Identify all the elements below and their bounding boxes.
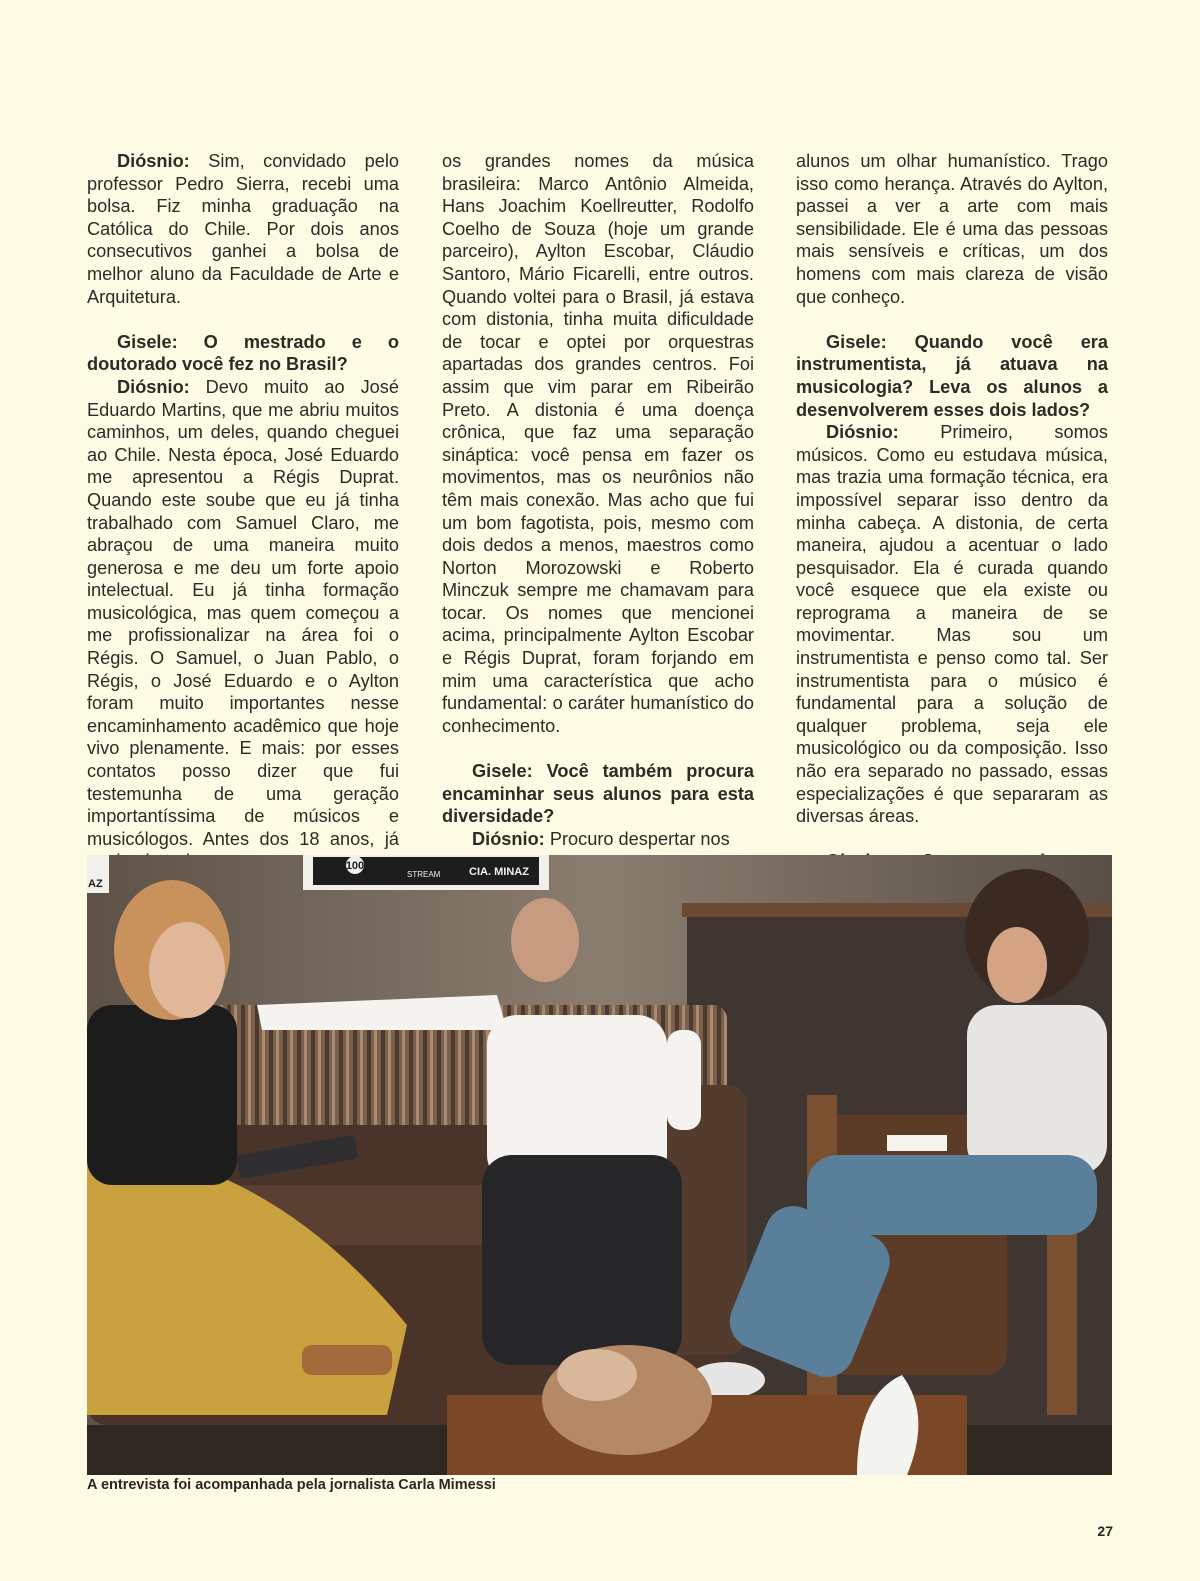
continued-paragraph: alunos um olhar humanístico. Trago isso como herança. Através do Aylton, passei a ver a arte com mais sensibilidade. Ele é uma das pessoas mais sensíveis e críticas, um dos homens com mais clareza de visão que conheço. — [796, 151, 1108, 307]
article-column-2 — [442, 150, 754, 850]
answer-paragraph: Diósnio: Devo muito ao José Eduardo Martins, que me abriu muitos caminhos, um deles, quando cheguei ao Chile. Nesta época, José Eduardo me apresentou a Régis Duprat. Quando este soube que eu já tinha trabalhado com Samuel Claro, me abraçou de uma maneira muito generosa e me deu um forte apoio intelectual. Eu já tinha formação musicológica, mas quem começou a me profissionalizar na área foi o Régis. O Samuel, o Juan Pablo, o Régis, o José Eduardo e o Aylton foram muito importantes nesse encaminhamento acadêmico que hoje vivo plenamente. E mais: por esses contatos posso dizer que fui testemunha de uma geração importantíssima de músicos e musicólogos. Antes dos 18 anos, já — [87, 376, 399, 849]
answer-paragraph: Diósnio: Primeiro, somos músicos. Como eu estudava música, mas trazia uma formação técnica, era impossível separar isso dentro da minha cabeça. A distonia, de certa maneira, ajudou a acentuar o lado pesquisador. Ela é curada quando você esquece que ela existe ou reprograma a maneira de se movimentar. Mas sou um instrumentista e penso como tal. Ser instrumentista para o músico é fundamental para a solução de qualquer problema, seja ele musicológico ou da composição. Isso não era separado no passado, essas especializações é que separaram as diversas áreas. — [796, 422, 1108, 827]
poster-badge: 100 — [345, 860, 365, 872]
poster-small: STREAM — [407, 870, 441, 879]
answer-paragraph: Diósnio: Procuro despertar nos — [472, 828, 730, 849]
continued-paragraph: os grandes nomes da música brasileira: Marco Antônio Almeida, Hans Joachim Koellreutter, Rodolfo Coelho de Souza (hoje um grande parceiro), Aylton Escobar, Cláudio Santoro, Mário Ficarelli, entre outros. Quando voltei para o Brasil, já estava com distonia, tinha muita dificuldade de tocar e optei por orquestras apartadas dos grandes centros. Foi assim que vim parar em Ribeirão Preto. A distonia é uma doença crônica, que faz uma separação sináptica: você pensa em fazer os movimentos, mas os neurônios não têm mais conexão. Mas acho que fui um bom fagotista, pois, mesmo com dois dedos a menos, maestros como Norton Morozowski e Roberto Minczuk sempre me chamavam para tocar. Os nomes que mencionei acima, principalmente Aylton Escobar e Régis Duprat, foram forjando em mim uma característica que acho fundamental: o caráter humanístico do conhecimento. — [442, 151, 754, 736]
answer-paragraph: Diósnio: Sim, convidado pelo professor Pedro Sierra, recebi uma bolsa. Fiz minha graduação na Católica do Chile. Por dois anos consecutivos ganhei a bolsa de melhor aluno da Faculdade de Arte e Arquitetura. — [87, 151, 399, 307]
photo-caption: A entrevista foi acompanhada pela jornalista Carla Mimessi — [87, 1477, 496, 1493]
page-number: 27 — [1097, 1523, 1113, 1539]
question-paragraph: Gisele: Quando você era instrumentista, já atuava na musicologia? Leva os alunos a desenvolverem esses dois lados? — [796, 331, 1108, 420]
article-column-1 — [87, 150, 399, 873]
article-column-3 — [796, 150, 1108, 896]
question-paragraph: Gisele: O mestrado e o doutorado você fez no Brasil? — [87, 331, 399, 375]
wall-sign-text: AZ — [88, 878, 103, 890]
poster-title: CIA. MINAZ — [469, 866, 529, 878]
poster — [303, 855, 549, 890]
question-paragraph: Gisele: Você também procura encaminhar seus alunos para esta diversidade? — [442, 761, 754, 827]
interview-photo — [87, 855, 1112, 1475]
interview-photo-illustration — [87, 855, 1112, 1475]
